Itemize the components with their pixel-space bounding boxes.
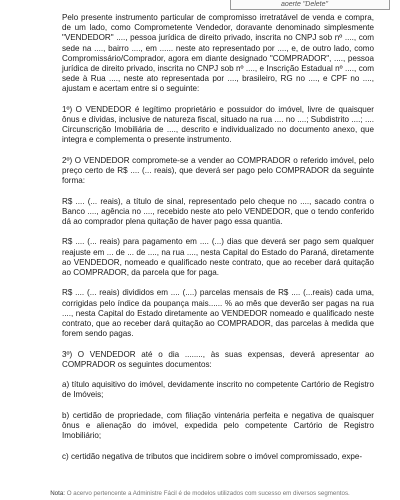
contract-body [62,13,374,472]
paragraph-clause-2: 2º) O VENDEDOR compromete-se a vender ao COMPRADOR o referido imóvel, pelo preço certo de R$ .... (... reais), que deverá ser pago pelo COMPRADOR da seguinte forma: [62,155,374,186]
paragraph-clause-3: 3º) O VENDEDOR até o dia ........, às suas expensas, deverá apresentar ao COMPRADOR os seguintes documentos: [62,349,374,369]
paragraph-payment-days: R$ .... (... reais) para pagamento em .... (...) dias que deverá ser pago sem qualquer reajuste em ... de ... de ...., na rua ...., nesta Capital do Estado do Paraná, diretamente ao VENDEDOR, nomeado e qualificado neste contrato, que ao receber dará quitação ao COMPRADOR, da parcela que for paga. [62,237,374,278]
paragraph-payment-installments: R$ .... (... reais) divididos em .... (....) parcelas mensais de R$ .... (...reais) cada uma, corrigidas pelo índice da poupança mais...... % ao mês que deverão ser pagas na rua ...., nesta Capital do Estado diretamente ao VENDEDOR nomeado e qualificado neste contrato, que ao receber dará quitação ao COMPRADOR, das parcelas à medida que forem sendo pagas. [62,288,374,339]
paragraph-preamble: Pelo presente instrumento particular de compromisso irretratável de venda e compra, de um lado, como Comprometente Vendedor, doravante denominado simplesmente "VENDEDOR" ...., pessoa jurídica de direito privado, inscrita no CNPJ sob nº ...., com sede na ...., bairro ...., em ...... neste ato representado por ...., e, de outro lado, como Compromissário/Comprador, agora em diante designado "COMPRADOR", ...., pessoa jurídica de direito privado, inscrita no CNPJ sob nº ...., e Inscrição Estadual nº ...., com sede à Rua ...., neste ato representada por ...., brasileiro, RG no ...., e CPF no ...., ajustam e acertam entre si o seguinte: [62,13,374,94]
footer-label: Nota: [50,490,65,497]
paragraph-item-c: c) certidão negativa de tributos que incidirem sobre o imóvel compromissado, expe- [62,451,363,461]
paragraph-clause-1: 1º) O VENDEDOR é legítimo proprietário e possuidor do imóvel, livre de quaisquer ônus e dívidas, inclusive de natureza fiscal, situado na rua .... no ....; Subdistrito ....; .... Circunscrição Imobiliária de ...., descrito e individualizado no documento anexo, que integra e complementa o presente instrumento. [62,104,374,145]
footer-note [0,488,400,500]
footer-text: O acervo pertencente a Administre Fácil é de modelos utilizados com sucesso em diversos segmentos. [66,490,350,497]
top-note: aoerte "Delete" [230,0,390,10]
paragraph-item-a: a) título aquisitivo do imóvel, devidamente inscrito no competente Cartório de Registro de Imóveis; [62,380,374,400]
paragraph-item-b: b) certidão de propriedade, com filiação vintenária perfeita e negativa de quaisquer ônus e alienação do imóvel, expedida pelo competente Cartório de Registro Imobiliário; [62,410,374,441]
paragraph-payment-signal: R$ .... (... reais), a título de sinal, representado pelo cheque no ...., sacado contra o Banco ...., agência no ...., recebido neste ato pelo VENDEDOR, que o tendo conferido dá ao comprador plena quitação de haver pago essa quantia. [62,196,374,227]
